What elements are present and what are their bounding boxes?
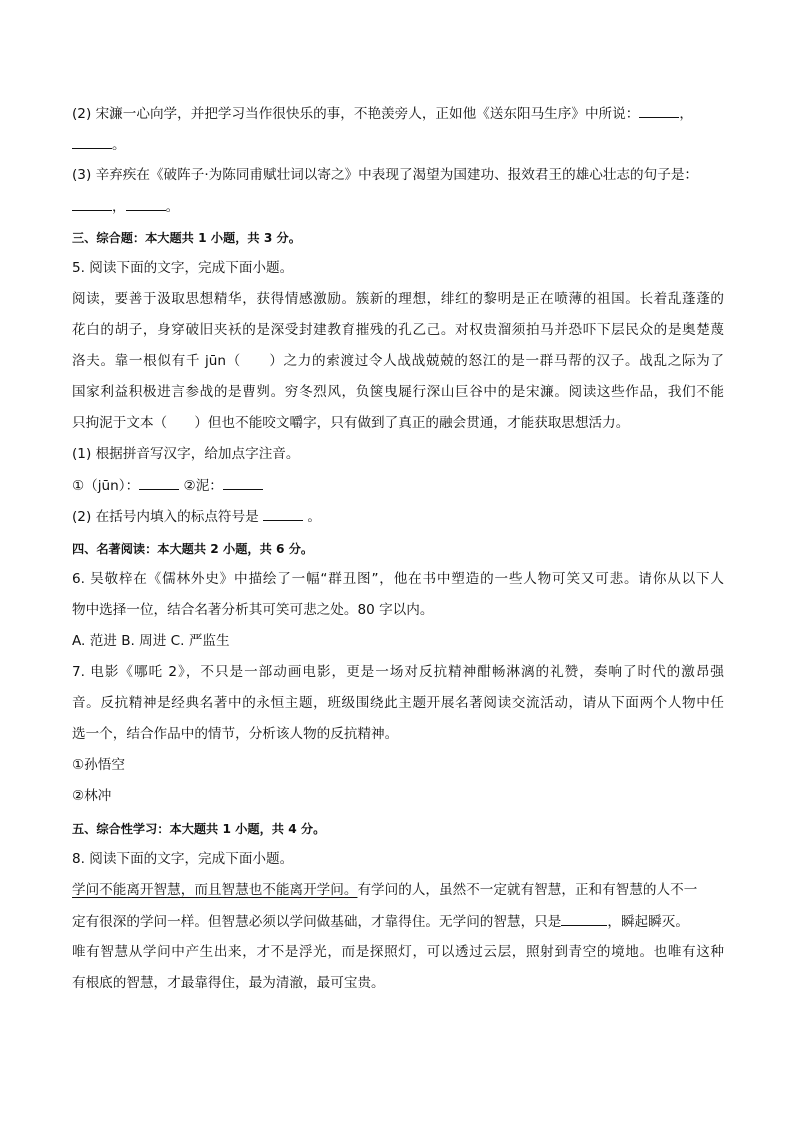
q8-passage-line-2 bbox=[72, 911, 724, 932]
q5-sub1: (1) 根据拼音写汉字，给加点字注音。 bbox=[72, 446, 300, 462]
q5-sub1-answer-line bbox=[72, 475, 724, 496]
q4-item3-blank-2[interactable] bbox=[126, 196, 166, 211]
q5-sub2-end: 。 bbox=[307, 509, 321, 525]
q8-line2-end: ，瞬起瞬灭。 bbox=[607, 914, 689, 930]
q5-sub1-blank-1[interactable] bbox=[139, 475, 179, 490]
q4-item2-blank-1[interactable] bbox=[639, 103, 679, 118]
section-3-heading: 三、综合题：本大题共 1 小题，共 3 分。 bbox=[72, 231, 301, 245]
q6-line-2: 物中选择一位，结合名著分析其可笑可悲之处。80 字以内。 bbox=[72, 602, 434, 618]
q8-passage-line-3: 唯有智慧从学问中产生出来，才不是浮光，而是探照灯，可以透过云层，照射到青空的境地。也唯有这种 bbox=[72, 944, 724, 960]
q5-passage-line-1: 阅读，要善于汲取思想精华，获得情感激励。簇新的理想，绯红的黎明是正在喷薄的祖国。长着乱蓬蓬的 bbox=[72, 291, 724, 307]
q7-option-2: ②林冲 bbox=[72, 788, 112, 804]
q5-passage-line-5: 只拘泥于文本（ ）但也不能咬文嚼字，只有做到了真正的融会贯通，才能获取思想活力。 bbox=[72, 415, 630, 431]
q5-sub2-blank[interactable] bbox=[263, 506, 303, 521]
q6-options: A. 范进 B. 周进 C. 严监生 bbox=[72, 633, 230, 649]
q5-passage-line-3: 洛夫。靠一根似有千 jūn（ ）之力的索渡过令人战战兢兢的怒江的是一群马帮的汉子。战乱之际为了 bbox=[72, 353, 724, 369]
q6-line-1: 6. 吴敬梓在《儒林外史》中描绘了一幅“群丑图”，他在书中塑造的一些人物可笑又可悲。请你从以下人 bbox=[72, 571, 724, 587]
q4-item2-line2 bbox=[72, 134, 724, 155]
q5-sub2-line bbox=[72, 506, 724, 527]
q4-item3-text: (3) 辛弃疾在《破阵子·为陈同甫赋壮词以寄之》中表现了渴望为国建功、报效君王的雄心壮志的句子是： bbox=[72, 167, 699, 183]
q4-item3-line2 bbox=[72, 196, 724, 217]
q4-item2-line1 bbox=[72, 103, 724, 124]
q4-item2-end: 。 bbox=[112, 137, 126, 153]
q7-line-1: 7. 电影《哪吒 2》，不只是一部动画电影，更是一场对反抗精神酣畅淋漓的礼赞，奏响了时代的激昂强 bbox=[72, 664, 724, 680]
q5-sub1-answer-a: ①（jūn）： bbox=[72, 478, 140, 494]
q4-item2-blank-2[interactable] bbox=[72, 134, 112, 149]
q5-passage-line-2: 花白的胡子，身穿破旧夹袄的是深受封建教育摧残的孔乙己。对权贵溜须拍马并恐吓下层民众的是奥楚蔑 bbox=[72, 322, 724, 338]
q7-line-3: 选一个，结合作品中的情节，分析该人物的反抗精神。 bbox=[72, 726, 399, 742]
q4-item2-text: (2) 宋濂一心向学，并把学习当作很快乐的事，不艳羡旁人，正如他《送东阳马生序》中所说： bbox=[72, 106, 640, 122]
q7-option-1: ①孙悟空 bbox=[72, 757, 125, 773]
q8-line2-text: 定有很深的学问一样。但智慧必须以学问做基础，才靠得住。无学问的智慧，只是 bbox=[72, 914, 562, 930]
q8-passage-line-4: 有根底的智慧，才最靠得住，最为清澈，最可宝贵。 bbox=[72, 975, 385, 991]
section-5-heading: 五、综合性学习：本大题共 1 小题，共 4 分。 bbox=[72, 822, 326, 836]
q7-line-2: 音。反抗精神是经典名著中的永恒主题，班级围绕此主题开展名著阅读交流活动，请从下面两个人物中任 bbox=[72, 695, 724, 711]
q8-passage-line-1 bbox=[72, 880, 724, 900]
q8-line1-rest: 有学问的人，虽然不一定就有智慧，正和有智慧的人不一 bbox=[357, 882, 698, 898]
q8-blank[interactable] bbox=[561, 911, 607, 926]
q4-item2-sep: ， bbox=[679, 106, 693, 122]
section-4-heading: 四、名著阅读：本大题共 2 小题，共 6 分。 bbox=[72, 542, 314, 556]
q5-passage-line-4: 国家利益积极进言参战的是曹刿。穷冬烈风，负箧曳屣行深山巨谷中的是宋濂。阅读这些作品，我们不能 bbox=[72, 384, 724, 400]
q5-sub1-blank-2[interactable] bbox=[223, 475, 263, 490]
q5-stem: 5. 阅读下面的文字，完成下面小题。 bbox=[72, 260, 294, 276]
q8-underlined-sentence: 学问不能离开智慧，而且智慧也不能离开学问。 bbox=[72, 882, 358, 898]
q5-sub2-text: (2) 在括号内填入的标点符号是 bbox=[72, 509, 259, 525]
q4-item3-line1 bbox=[72, 165, 724, 185]
q4-item3-sep: ， bbox=[112, 199, 126, 215]
q4-item3-blank-1[interactable] bbox=[72, 196, 112, 211]
q8-stem: 8. 阅读下面的文字，完成下面小题。 bbox=[72, 851, 294, 867]
q4-item3-end: 。 bbox=[165, 199, 180, 215]
q5-sub1-answer-b: ②泥： bbox=[183, 478, 223, 494]
